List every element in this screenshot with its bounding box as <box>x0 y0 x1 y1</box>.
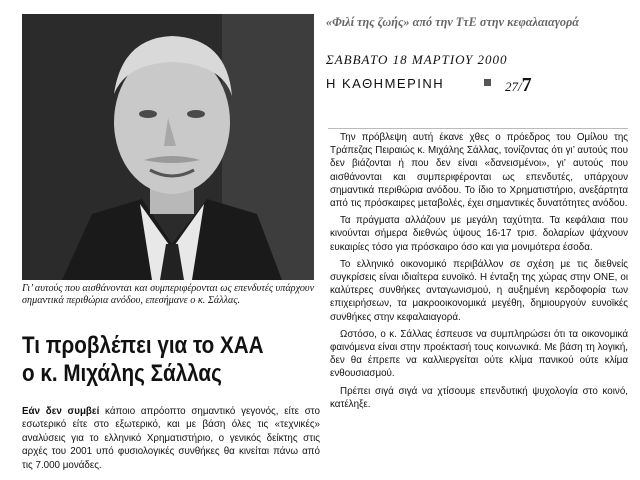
publication-source: Η ΚΑΘΗΜΕΡΙΝΗ <box>326 76 445 91</box>
separator-square-icon <box>484 79 491 86</box>
page-number: 7 <box>521 74 532 96</box>
body-paragraph: Την πρόβλεψη αυτή έκανε χθες ο πρόεδρος του Ομίλου της Τράπεζας Πειραιώς κ. Μιχάλης Σάλλας, τονίζοντας ότι γι’ αυτούς που δεν βιάζονται ή που δεν είναι «δανεισμένοι», γι’ αυτούς που αισθάνονται και συμπεριφέρονται ως επενδυτές, υπάρχουν σημαντικά περιθώρια ανόδου. Το ίδιο το Χρηματιστήριο, ανεξάρτητα από τις πρόσκαιρες μεταβολές, έχει σημαντικές δυνατότητες ανόδου. <box>330 132 628 210</box>
supertitle: «Φιλί της ζωής» από την ΤτΕ στην κεφαλαιαγορά <box>326 14 580 29</box>
photo-caption: Γι’ αυτούς που αισθάνονται και συμπεριφέρονται ως επενδυτές υπάρχουν σημαντικά περιθώρια ανόδου, επεσήμανε ο κ. Σάλλας. <box>22 283 315 306</box>
headline-line-1: Τι προβλέπει για το ΧΑΑ <box>22 332 264 359</box>
portrait-photo <box>22 14 314 280</box>
body-paragraph: Τα πράγματα αλλάζουν με μεγάλη ταχύτητα. Τα κεφάλαια που κινούνται σήμερα διεθνώς ύψους 16-17 τρισ. δολαρίων ψάχνουν ευκαιρίες τόσο για πρόσκαιρο όσο και για μονιμότερα έσοδα. <box>330 215 628 253</box>
page-prefix: 27/ <box>505 79 522 94</box>
body-paragraph: Ωστόσο, ο κ. Σάλλας έσπευσε να συμπληρώσει ότι τα οικονομικά φαινόμενα είναι στην προέκτασή τους κοινωνικά. Με βάση τη λογική, δεν θα έπρεπε να καλλιεργείται ούτε κλίμα πανικού ούτε κλίμα ενθουσιασμού. <box>330 328 628 380</box>
body-paragraph: Το ελληνικό οικονομικό περιβάλλον σε σχέση με τις διεθνείς συγκρίσεις είναι ιδιαίτερα ευνοϊκό. Η ένταξη της χώρας στην ΟΝΕ, οι καλύτερες συνθήκες ανταγωνισμού, η αυξημένη κερδοφορία των επιχειρήσεων, τα μακροοικονομικά μεγέθη, δημιουργούν ευνοϊκές συνθήκες στην κεφαλαιαγορά. <box>330 258 628 323</box>
publication-date: ΣΑΒΒΑΤΟ 18 ΜΑΡΤΙΟΥ 2000 <box>326 52 508 67</box>
headline-line-2: ο κ. Μιχάλης Σάλλας <box>22 360 222 387</box>
lead-bold-start: Εάν δεν συμβεί <box>22 406 100 417</box>
page-reference <box>505 74 532 97</box>
body-paragraph: Πρέπει σιγά σιγά να χτίσουμε επενδυτική ψυχολογία στο κοινό, κατέληξε. <box>330 385 628 410</box>
portrait-illustration <box>22 14 314 280</box>
headline <box>22 332 280 388</box>
column-rule <box>328 128 628 129</box>
article-body <box>330 131 628 415</box>
lead-paragraph <box>22 405 320 472</box>
lead-text: κάποιο απρόοπτο σημαντικό γεγονός, είτε στο εσωτερικό είτε στο εξωτερικό, και με βάση όλες τις «τεχνικές» αναλύσεις για το ελληνικό Χρηματιστήριο, ο γενικός δείκτης στις αρχές του 2001 υπό φυσιολογικές συνθήκες θα κινείται πάνω από τις 7.000 μονάδες. <box>22 406 320 471</box>
